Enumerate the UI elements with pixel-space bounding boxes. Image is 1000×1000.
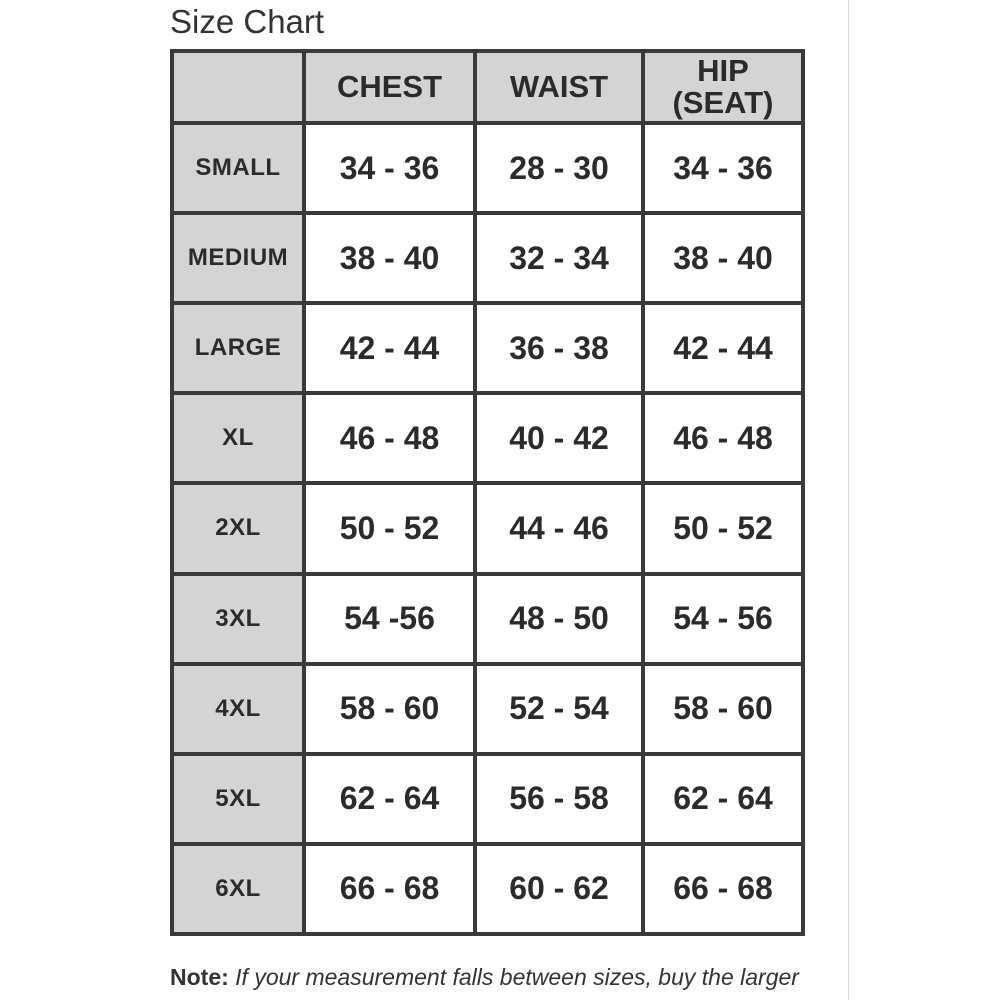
size-label: 6XL: [172, 844, 304, 934]
table-row: [172, 754, 803, 844]
header-hip-line2: (SEAT): [672, 85, 774, 120]
waist-value: 60 - 62: [475, 844, 643, 934]
hip-value: 66 - 68: [643, 844, 803, 934]
header-waist: WAIST: [475, 51, 643, 123]
header-hip: [643, 51, 803, 123]
table-row: [172, 664, 803, 754]
table-row: [172, 483, 803, 573]
size-label: MEDIUM: [172, 213, 304, 303]
chest-value: 62 - 64: [304, 754, 475, 844]
size-label: 2XL: [172, 483, 304, 573]
hip-value: 58 - 60: [643, 664, 803, 754]
hip-value: 42 - 44: [643, 303, 803, 393]
header-corner-cell: [172, 51, 304, 123]
chest-value: 38 - 40: [304, 213, 475, 303]
table-row: [172, 574, 803, 664]
hip-value: 62 - 64: [643, 754, 803, 844]
table-header-row: [172, 51, 803, 123]
size-label: LARGE: [172, 303, 304, 393]
waist-value: 52 - 54: [475, 664, 643, 754]
size-note: [170, 962, 799, 992]
header-hip-line1: HIP: [697, 53, 749, 88]
size-label: 5XL: [172, 754, 304, 844]
hip-value: 54 - 56: [643, 574, 803, 664]
chest-value: 58 - 60: [304, 664, 475, 754]
waist-value: 44 - 46: [475, 483, 643, 573]
page-title: Size Chart: [170, 3, 325, 40]
chest-value: 50 - 52: [304, 483, 475, 573]
hip-value: 38 - 40: [643, 213, 803, 303]
waist-value: 36 - 38: [475, 303, 643, 393]
hip-value: 34 - 36: [643, 123, 803, 213]
waist-value: 28 - 30: [475, 123, 643, 213]
hip-value: 50 - 52: [643, 483, 803, 573]
waist-value: 56 - 58: [475, 754, 643, 844]
waist-value: 32 - 34: [475, 213, 643, 303]
hip-value: 46 - 48: [643, 393, 803, 483]
table-row: [172, 393, 803, 483]
table-row: [172, 303, 803, 393]
right-divider: [848, 0, 849, 1000]
table-row: [172, 123, 803, 213]
chest-value: 46 - 48: [304, 393, 475, 483]
size-label: 4XL: [172, 664, 304, 754]
note-text: If your measurement falls between sizes, buy the larger: [235, 964, 799, 990]
chest-value: 34 - 36: [304, 123, 475, 213]
waist-value: 40 - 42: [475, 393, 643, 483]
chest-value: 66 - 68: [304, 844, 475, 934]
size-chart-table: [170, 49, 805, 936]
header-chest: CHEST: [304, 51, 475, 123]
waist-value: 48 - 50: [475, 574, 643, 664]
chest-value: 54 -56: [304, 574, 475, 664]
table-row: [172, 844, 803, 934]
note-label: Note:: [170, 964, 229, 990]
size-label: SMALL: [172, 123, 304, 213]
table-row: [172, 213, 803, 303]
chest-value: 42 - 44: [304, 303, 475, 393]
size-label: XL: [172, 393, 304, 483]
size-label: 3XL: [172, 574, 304, 664]
